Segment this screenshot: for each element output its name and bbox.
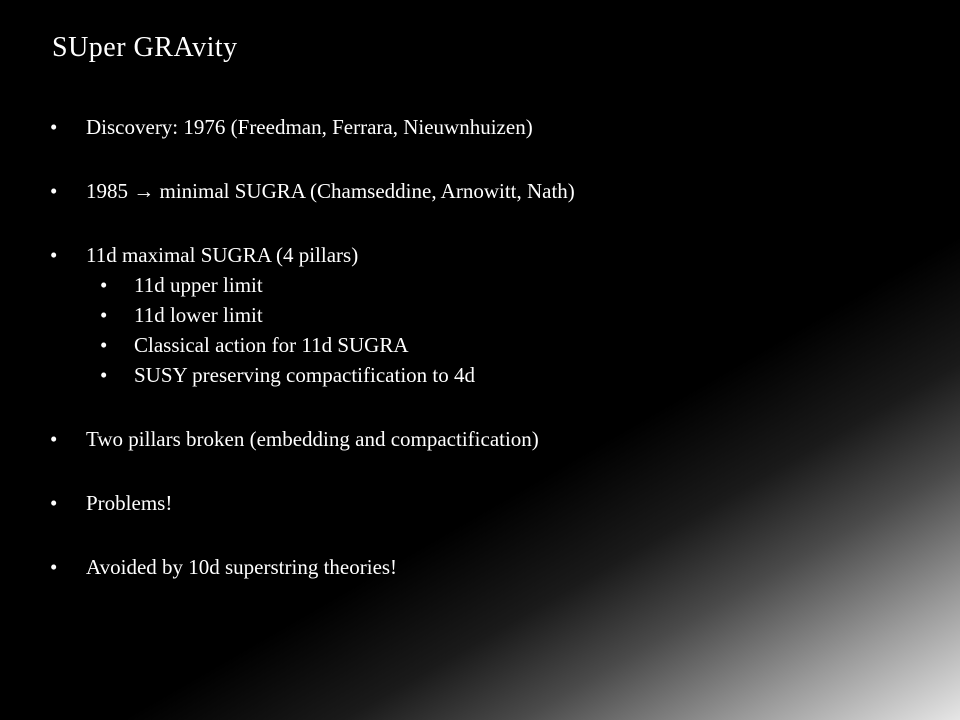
sub-bullet-lower-limit	[50, 300, 910, 330]
sub-bullet-text: 11d upper limit	[134, 273, 263, 297]
sub-bullet-icon: •	[100, 273, 108, 297]
bullet-text: 11d maximal SUGRA (4 pillars)	[86, 243, 359, 267]
sub-bullet-classical-action	[50, 330, 910, 360]
bullet-text: 1985 → minimal SUGRA (Chamseddine, Arnowitt, Nath)	[86, 179, 575, 203]
sub-bullet-icon: •	[100, 303, 108, 327]
bullet-text: Discovery: 1976 (Freedman, Ferrara, Nieuwnhuizen)	[86, 115, 533, 139]
bullet-icon: •	[50, 491, 58, 515]
bullet-list	[50, 112, 910, 582]
bullet-icon: •	[50, 555, 58, 579]
sub-bullet-compactification	[50, 360, 910, 390]
bullet-pillars-broken	[50, 424, 910, 454]
sub-bullet-text: 11d lower limit	[134, 303, 263, 327]
sub-bullet-icon: •	[100, 363, 108, 387]
sub-bullet-icon: •	[100, 333, 108, 357]
bullet-text: Problems!	[86, 491, 173, 515]
bullet-text: Two pillars broken (embedding and compactification)	[86, 427, 539, 451]
bullet-minimal-sugra	[50, 176, 910, 206]
bullet-icon: •	[50, 115, 58, 139]
sub-bullet-text: SUSY preserving compactification to 4d	[134, 363, 475, 387]
sub-bullet-text: Classical action for 11d SUGRA	[134, 333, 409, 357]
slide-title: SUper GRAvity	[52, 32, 238, 63]
bullet-icon: •	[50, 427, 58, 451]
sub-bullet-upper-limit	[50, 270, 910, 300]
bullet-maximal-sugra	[50, 240, 910, 270]
bullet-icon: •	[50, 179, 58, 203]
bullet-text: Avoided by 10d superstring theories!	[86, 555, 398, 579]
bullet-discovery	[50, 112, 910, 142]
bullet-icon: •	[50, 243, 58, 267]
bullet-problems	[50, 488, 910, 518]
bullet-superstring	[50, 552, 910, 582]
